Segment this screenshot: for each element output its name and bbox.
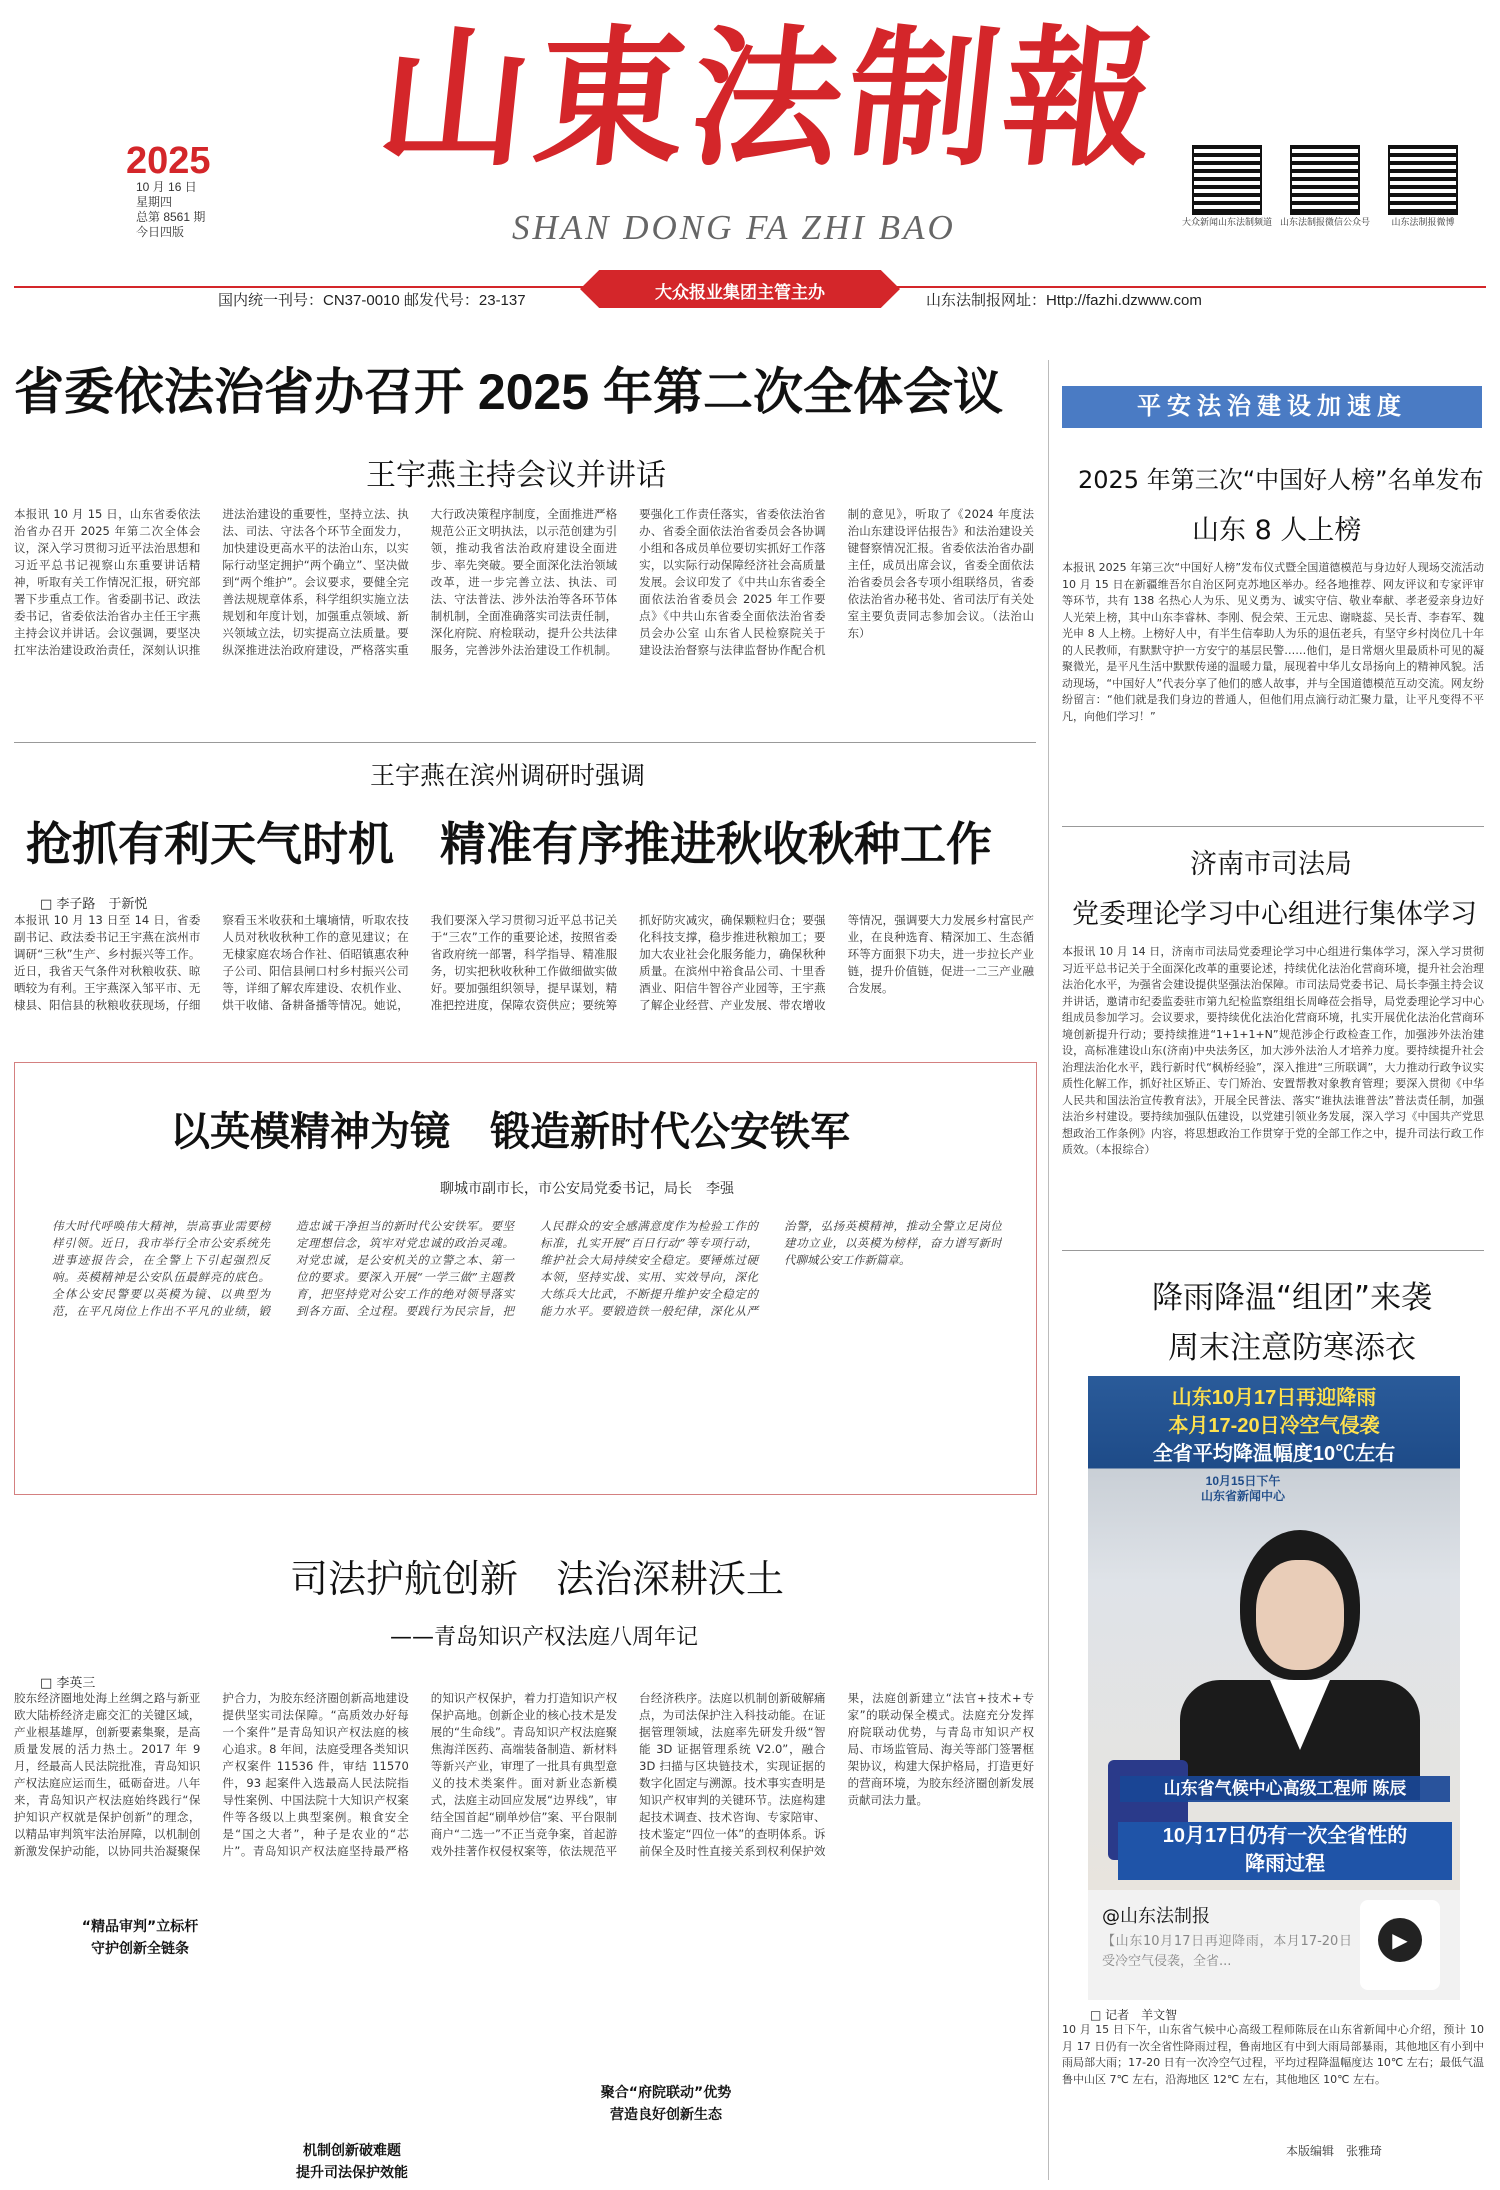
sidebar-story1-subheadline: 山东 8 人上榜 (1192, 515, 1362, 546)
article3-subhead-3: 聚合“府院联动”优势 营造良好创新生态 (576, 2082, 756, 2126)
sidebar-story2-subheadline: 党委理论学习中心组进行集体学习 (1072, 899, 1477, 930)
sidebar-story2-headline: 济南市司法局 (1190, 849, 1352, 880)
photo-banner-3: 全省平均降温幅度10℃左右 (1152, 1443, 1396, 1465)
commentary-body: 伟大时代呼唤伟大精神，崇高事业需要榜样引领。近日，我市举行全市公安系统先进事迹报告会，在全警上下引起强烈反响。英模精神是公安队伍最鲜亮的底色。全体公安民警要以英模为镜、以典型为范，在平凡岗位上作出不平凡的业绩，锻造忠诚干净担当的新时代公安铁军。要坚定理想信念，筑牢对党忠诚的政治灵魂。对党忠诚，是公安机关的立警之本、第一位的要求。要深入开展“一学三做”主题教育，把坚持党对公安工作的绝对领导落实到各方面、全过程。要践行为民宗旨，把人民群众的安全感满意度作为检验工作的标准，扎实开展“百日行动”等专项行动，维护社会大局持续安全稳定。要锤炼过硬本领，坚持实战、实用、实效导向，深化大练兵大比武，不断提升维护安全稳定的能力水平。要锻造铁一般纪律，深化从严治警，弘扬英模精神，推动全警立足岗位建功立业，以英模为榜样，奋力谱写新时代聊城公安工作新篇章。 (52, 1219, 1002, 1318)
play-icon[interactable]: ▶ (1378, 1918, 1422, 1962)
commentary-author: 聊城市副市长，市公安局党委书记，局长 李强 (440, 1181, 734, 1197)
qr-label: 山东法制报微信公众号 (1279, 217, 1370, 227)
qr-wechat[interactable] (1270, 145, 1380, 228)
weibo-handle[interactable]: @山东法制报 (1102, 1906, 1210, 1927)
lead-subheadline: 王宇燕主持会议并讲话 (366, 458, 666, 493)
column-divider (1048, 360, 1049, 2180)
qr-code-icon (1290, 145, 1360, 215)
photo-banner-2: 本月17-20日冷空气侵袭 (1168, 1415, 1380, 1437)
sidebar-story3-headline: 降雨降温“组团”来袭 (1152, 1280, 1433, 1316)
qr-code-icon (1192, 145, 1262, 215)
lead-body: 本报讯 10 月 15 日，山东省委依法治省办召开 2025 年第二次全体会议，深入学习贯彻习近平法治思想和习近平总书记视察山东重要讲话精神，听取有关工作情况汇报，研究部署下步重点工作。省委副书记、政法委书记，省委依法治省办主任王宇燕主持会议并讲话。会议强调，要坚决扛牢法治建设政治责任，深刻认识推进法治建设的重要性，坚持立法、执法、司法、守法各个环节全面发力，加快建设更高水平的法治山东，以实际行动坚定拥护“两个确立”、坚决做到“两个维护”。会议要求，要健全完善法规规章体系，科学组织实施立法规划和年度计划，加强重点领域、新兴领域立法，切实提高立法质量。要纵深推进法治政府建设，严格落实重大行政决策程序制度，全面推进严格规范公正文明执法，以示范创建为引领，推动我省法治政府建设全面进步、率先突破。要全面深化法治领域改革，进一步完善立法、执法、司法、守法普法、涉外法治等各环节体制机制，全面准确落实司法责任制，深化府院、府检联动，提升公共法律服务，完善涉外法治建设工作机制。要强化工作责任落实，省委依法治省办、省委全面依法治省委员会各协调小组和各成员单位要切实抓好工作落实，以实际行动保障经济社会高质量发展。会议印发了《中共山东省委全面依法治省委员会 2025 年工作要点》《中共山东省委全面依法治省委员会办公室 山东省人民检察院关于建设法治督察与法律监督协作配合机制的意见》，听取了《2024 年度法治山东建设评估报告》和法治建设关键督察情况汇报。省委依法治省办副主任，成员出席会议，省委全面依法治省委员会各专项小组联络员，省委依法治省办秘书处、省司法厅有关处室主要负责同志参加会议。（法治山东） (14, 507, 1034, 657)
article2-kicker: 王宇燕在滨州调研时强调 (370, 761, 646, 790)
qr-code-icon (1388, 145, 1458, 215)
article2-headline: 抢抓有利天气时机 精准有序推进秋收秋种工作 (26, 818, 992, 870)
website-link[interactable]: 山东法制报网址：Http://fazhi.dzwww.com (920, 289, 1208, 310)
sidebar-divider (1062, 1250, 1484, 1251)
article3-subhead-2: 机制创新破难题 提升司法保护效能 (262, 2140, 442, 2184)
sidebar-story2-body: 本报讯 10 月 14 日，济南市司法局党委理论学习中心组进行集体学习，深入学习贯彻习近平总书记关于全面深化改革的重要论述，持续优化法治化营商环境，提升社会治理法治化水平，为强省会建设提供坚强法治保障。市司法局党委书记、局长李强主持会议并讲话，邀请市纪委监委驻市第九纪检监察组组长周峰莅会指导，局党委理论学习中心组成员参加学习。会议要求，要持续优化法治化营商环境，扎实开展优化法治化营商环境创新提升行动；要持续推进“1+1+1+N”规范涉企行政检查工作，加强涉外法治建设，高标准建设山东(济南)中央法务区，加大涉外法治人才培养力度。要持续提升社会治理法治化水平，践行新时代“枫桥经验”，深入推进“三所联调”，大力推动行政争议实质性化解工作，抓好社区矫正、专门矫治、安置帮教对象教育管理；要深入贯彻《中华人民共和国法治宣传教育法》，开展全民普法、落实“谁执法谁普法”普法责任制，加强法治乡村建设。要持续加强队伍建设，以党建引领业务发展，深入学习《中国共产党思想政治工作条例》内容，将思想政治工作贯穿于党的全部工作之中，提升司法行政工作质效。（本报综合） (1062, 945, 1484, 1156)
edition-date: 10 月 16 日 (136, 180, 197, 194)
qr-label: 山东法制报微博 (1391, 217, 1455, 227)
lead-headline: 省委依法治省办召开 2025 年第二次全体会议 (14, 364, 1004, 420)
sidebar-section-tag: 平安法治建设加速度 (1062, 386, 1482, 428)
edition-year: 2025 (126, 140, 211, 182)
article3-subheadline: ——青岛知识产权法庭八周年记 (390, 1625, 699, 1650)
section-divider (14, 742, 1036, 743)
qr-dazhong[interactable] (1172, 145, 1282, 228)
photo-caption-speaker: 山东省气候中心高级工程师 陈辰 (1120, 1776, 1450, 1802)
publisher-text: 大众报业集团主管主办 (655, 283, 825, 302)
photo-banner-1: 山东10月17日再迎降雨 (1171, 1387, 1377, 1409)
edition-weekday: 星期四 (136, 195, 173, 209)
weibo-excerpt: 【山东10月17日再迎降雨，本月17-20日受冷空气侵袭，全省... (1102, 1934, 1352, 1969)
speaker-face (1256, 1560, 1344, 1670)
issn-info: 国内统一刊号：CN37-0010 邮发代号：23-137 (212, 289, 532, 310)
edition-date-info (136, 180, 205, 240)
masthead-pinyin: SHAN DONG FA ZHI BAO (512, 208, 956, 247)
sidebar-story3-byline: □ 记者 羊文智 (1090, 2008, 1178, 2022)
sidebar-story3-body: 10 月 15 日下午，山东省气候中心高级工程师陈辰在山东省新闻中心介绍，预计 10 月 17 日仍有一次全省性降雨过程，鲁南地区有中到大雨局部暴雨，其他地区有小到中雨局部大雨；17-20 日有一次冷空气过程，平均过程降温幅度达 10℃ 左右；最低气温鲁中山区 7℃ 左右，沿海地区 12℃ 左右，其他地区 10℃ 左右。 (1062, 2023, 1484, 2086)
sidebar-story1-headline: 2025 年第三次“中国好人榜”名单发布 (1078, 466, 1484, 494)
article3-body: 胶东经济圈地处海上丝绸之路与新亚欧大陆桥经济走廊交汇的关键区域，产业根基雄厚，创新要素集聚，是高质量发展的活力热土。2017 年 9 月，经最高人民法院批准，青岛知识产权法庭应运而生，砥砺奋进。八年来，青岛知识产权法庭始终践行“保护知识产权就是保护创新”的理念，以精品审判筑牢法治屏障，以机制创新激发保护动能，以协同共治凝聚保护合力，为胶东经济圈创新高地建设提供坚实司法保障。“高质效办好每一个案件”是青岛知识产权法庭的核心追求。8 年间，法庭受理各类知识产权案件 11536 件，审结 11570 件，93 起案件入选最高人民法院指导性案例、中国法院十大知识产权案件等各级以上典型案例。粮食安全是“国之大者”，种子是农业的“芯片”。青岛知识产权法庭坚持最严格的知识产权保护，着力打造知识产权保护高地。创新企业的核心技术是发展的“生命线”。青岛知识产权法庭聚焦海洋医药、高端装备制造、新材料等新兴产业，审理了一批具有典型意义的技术类案件。面对新业态新模式，法庭主动回应发展“边界线”，审结全国首起“刷单炒信”案、平台限制商户“二选一”不正当竞争案，首起游戏外挂著作权侵权案等，依法规范平台经济秩序。法庭以机制创新破解痛点，为司法保护注入科技动能。在证据管理领域，法庭率先研发升级“智能 3D 证据管理系统 V2.0”，融合 3D 扫描与区块链技术，实现证据的数字化固定与溯源。技术事实查明是知识产权审判的关键环节。法庭构建起技术调查、技术咨询、专家陪审、技术鉴定“四位一体”的查明体系。诉前保全及时性直接关系到权利保护效果，法庭创新建立“法官+技术+专家”的联动保全模式。法庭充分发挥府院联动优势，与青岛市知识产权局、市场监管局、海关等部门签署框架协议，构建大保护格局，打造更好的营商环境，为胶东经济圈创新发展贡献司法力量。 (14, 1691, 1034, 1858)
photo-date-stamp: 10月15日下午 山东省新闻中心 (1200, 1474, 1285, 1503)
article2-body: 本报讯 10 月 13 日至 14 日，省委副书记、政法委书记王宇燕在滨州市调研“三秋”生产、乡村振兴等工作。近日，我省天气条件对秋粮收获、晾晒较为有利。王宇燕深入邹平市、无棣县、阳信县的秋粮收获现场，仔细察看玉米收获和土壤墒情，听取农技人员对秋收秋种工作的意见建议；在无棣家庭农场合作社、佰昭镇惠农种子公司、阳信县闸口村乡村振兴公司等，详细了解农库建设、农机作业、烘干收储、备耕备播等情况。她说，我们要深入学习贯彻习近平总书记关于“三农”工作的重要论述，按照省委省政府统一部署，科学指导、精准服务，切实把秋收秋种工作做细做实做好。要加强组织领导，提早谋划，精准把控进度，保障农资供应；要统筹抓好防灾减灾，确保颗粒归仓；要强化科技支撑，稳步推进秋粮加工；要加大农业社会化服务能力，确保秋种质量。在滨州中裕食品公司、十里香酒业、阳信牛智谷产业园等，王宇燕了解企业经营、产业发展、带农增收等情况，强调要大力发展乡村富民产业，在良种选育、精深加工、生态循环等方面狠下功夫，进一步拉长产业链，提升价值链，促进一二三产业融合发展。 (14, 913, 1034, 1012)
article3-subhead-1: “精品审判”立标杆 守护创新全链条 (50, 1916, 230, 1960)
article2-byline: □ 李子路 于新悦 (40, 897, 148, 912)
sidebar-divider (1062, 826, 1484, 827)
sidebar-story1-body: 本报讯 2025 年第三次“中国好人榜”发布仪式暨全国道德模范与身边好人现场交流活动 10 月 15 日在新疆维吾尔自治区阿克苏地区举办。经各地推荐、网友评议和专家评审等环节，共有 138 名热心人为乐、见义勇为、诚实守信、敬业奉献、孝老爱亲身边好人光荣上榜，其中山东李睿林、李刚、倪会荣、王元忠、谢晓蕊、吴长青、李春军、魏光申 8 人上榜。上榜好人中，有半生信奉助人为乐的退伍老兵，有坚守乡村岗位几十年的人民教师，有默默守护一方安宁的基层民警……他们，是日常烟火里最质朴可见的凝聚微光，是平凡生活中默默传递的温暖力量，展现着中华儿女昂扬向上的精神风貌。活动现场，“中国好人”代表分享了他们的感人故事，并与全国道德模范互动交流。网友纷纷留言：“他们就是我们身边的普通人，但他们用点滴行动汇聚力量，让平凡变得不平凡，向他们学习！” (1062, 561, 1484, 723)
sidebar-story3-subheadline: 周末注意防寒添衣 (1168, 1330, 1416, 1366)
qr-weibo[interactable] (1368, 145, 1478, 228)
qr-label: 大众新闻山东法制频道 (1181, 217, 1272, 227)
commentary-headline: 以英模精神为镜 锻造新时代公安铁军 (170, 1110, 850, 1154)
masthead-title: 山東法制報 (370, 11, 1170, 187)
edition-pages: 今日四版 (136, 225, 185, 239)
article3-byline: □ 李英三 (40, 1676, 96, 1691)
photo-caption-forecast: 10月17日仍有一次全省性的 降雨过程 (1118, 1822, 1452, 1880)
article3-headline: 司法护航创新 法治深耕沃土 (290, 1557, 785, 1601)
page-editor: 本版编辑 张雅琦 (1286, 2144, 1383, 2158)
edition-issue: 总第 8561 期 (136, 210, 206, 224)
